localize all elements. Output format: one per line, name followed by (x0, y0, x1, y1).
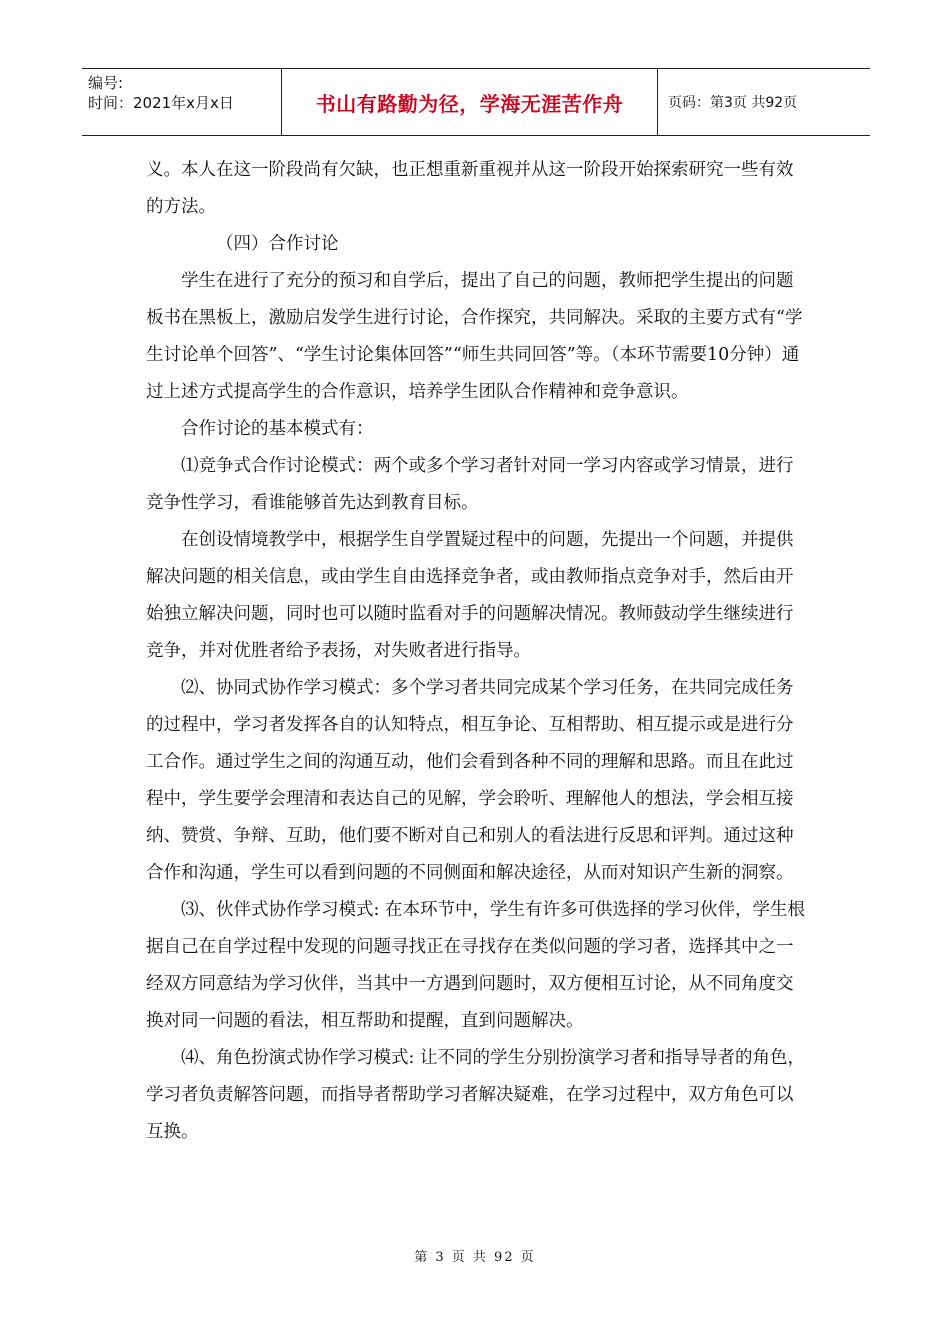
header-motto: 书山有路勤为径，学海无涯苦作舟 (282, 69, 658, 135)
paragraph: 在创设情境教学中，根据学生自学置疑过程中的问题，先提出一个问题，并提供解决问题的相关信息，或由学生自由选择竞争者，或由教师指点竞争对手，然后由开始独立解决问题，同时也可以随时监看对手的问题解决情况。教师鼓动学生继续进行竞争，并对优胜者给予表扬，对失败者进行指导。 (146, 530, 794, 661)
header-meta (82, 69, 282, 135)
paragraph-continuation: 义。本人在这一阶段尚有欠缺，也正想重新重视并从这一阶段开始探索研究一些有效的方法。 (146, 160, 794, 217)
page-header (82, 68, 870, 136)
paragraph: 合作讨论的基本模式有： (181, 419, 374, 439)
paragraph: ⑵、协同式协作学习模式：多个学习者共同完成某个学习任务，在共同完成任务的过程中，学习者发挥各自的认知特点，相互争论、互相帮助、相互提示或是进行分工合作。通过学生之间的沟通互动，他们会看到各种不同的理解和思路。而且在此过程中，学生要学会理清和表达自己的见解，学会聆听、理解他人的想法，学会相互接纳、赞赏、争辩、互助，他们要不断对自己和别人的看法进行反思和评判。通过这种合作和沟通，学生可以看到问题的不同侧面和解决途径，从而对知识产生新的洞察。 (146, 678, 794, 883)
page-footer: 第 3 页 共 92 页 (414, 1250, 536, 1265)
time-label: 时间：2021年x月x日 (88, 94, 234, 112)
section-heading: （四）合作讨论 (216, 234, 339, 254)
paragraph: ⑶、伙伴式协作学习模式: 在本环节中，学生有许多可供选择的学习伙伴，学生根据自己在自学过程中发现的问题寻找正在寻找存在类似问题的学习者，选择其中之一经双方同意结为学习伙伴，当其中一方遇到问题时，双方便相互讨论，从不同角度交换对同一问题的看法，相互帮助和提醒，直到问题解决。 (146, 900, 805, 1031)
header-page-info: 页码：第3页 共92页 (668, 95, 798, 111)
paragraph: ⑷、角色扮演式协作学习模式: 让不同的学生分别扮演学习者和指导导者的角色，学习者负责解答问题，而指导者帮助学习者解决疑难，在学习过程中，双方角色可以互换。 (146, 1048, 805, 1142)
document-body (146, 152, 808, 1151)
paragraph: 学生在进行了充分的预习和自学后，提出了自己的问题，教师把学生提出的问题板书在黑板上，激励启发学生进行讨论，合作探究，共同解决。采取的主要方式有“学生讨论单个回答”、“学生讨论集体回答”“师生共同回答”等。（本环节需要10分钟）通过上述方式提高学生的合作意识，培养学生团队合作精神和竞争意识。 (146, 271, 803, 402)
number-label: 编号: (88, 74, 124, 92)
paragraph: ⑴竞争式合作讨论模式：两个或多个学习者针对同一学习内容或学习情景，进行竞争性学习，看谁能够首先达到教育目标。 (146, 456, 794, 513)
